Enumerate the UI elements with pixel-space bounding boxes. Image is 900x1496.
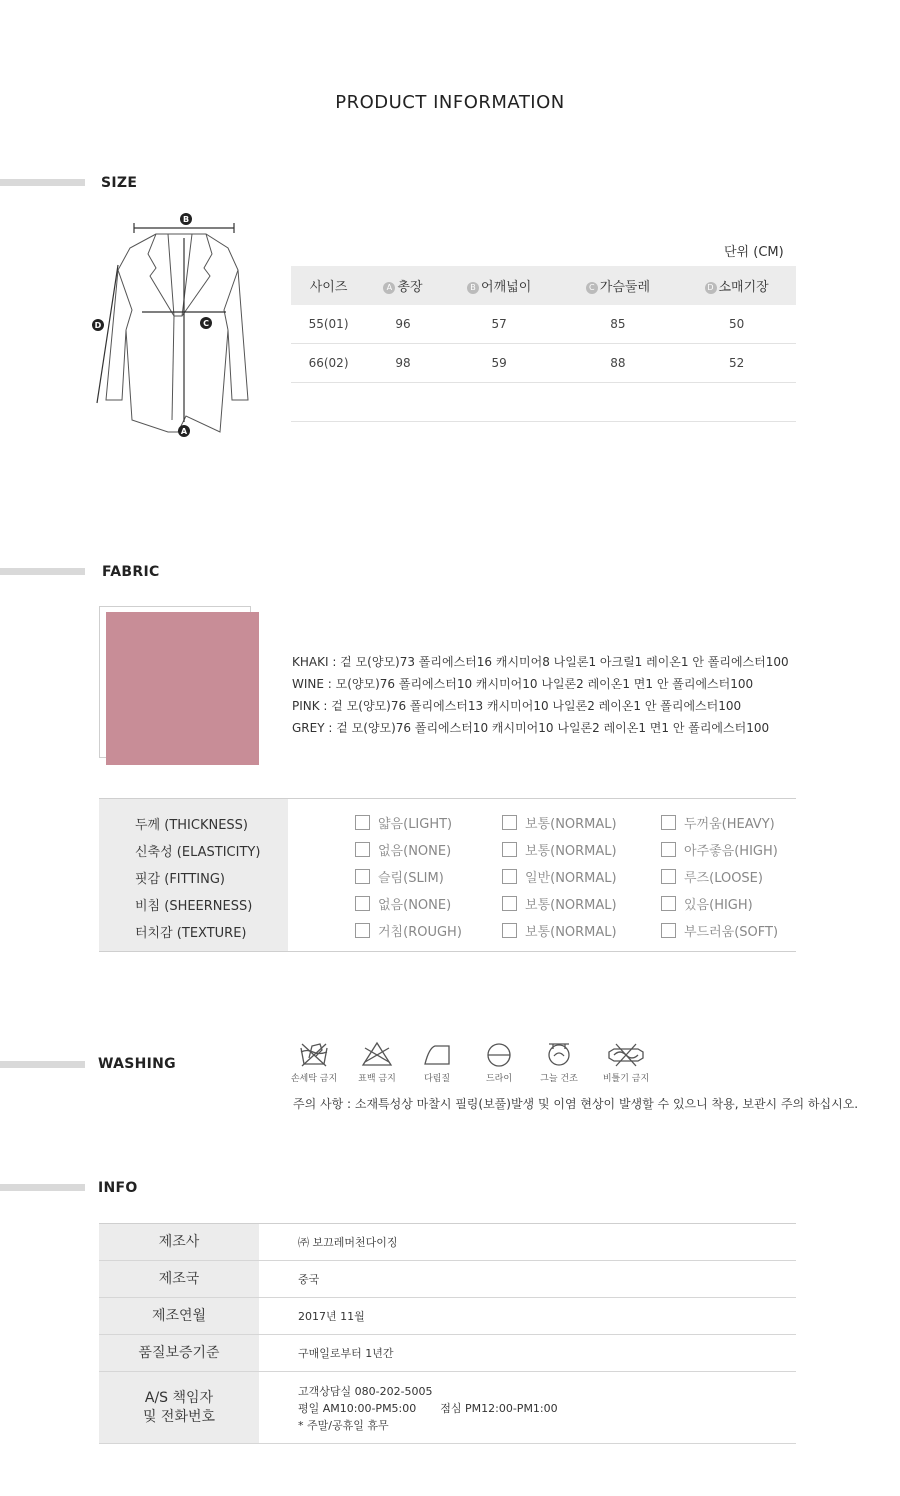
marker-d-label: D [94, 321, 102, 330]
header-sleeve: D 소매기장 [677, 266, 796, 305]
option[interactable]: 없음(NONE) [355, 840, 451, 859]
marker-b-label: B [182, 215, 190, 224]
fabric-swatch [106, 612, 259, 765]
no-wring-icon: 비틀기 금지 [601, 1040, 651, 1084]
checkbox[interactable] [355, 815, 370, 830]
section-divider-bar [0, 179, 85, 186]
checkbox[interactable] [502, 896, 517, 911]
fabric-properties [99, 798, 796, 952]
table-row-empty [291, 383, 796, 422]
property-row-texture: 터치감 (TEXTURE) 거침(ROUGH) 보통(NORMAL) 부드러움(SOFT) [99, 916, 796, 943]
checkbox[interactable] [355, 923, 370, 938]
checkbox[interactable] [661, 869, 676, 884]
option[interactable]: 두꺼움(HEAVY) [661, 813, 775, 832]
checkbox[interactable] [355, 869, 370, 884]
size-table-header [291, 266, 796, 305]
option[interactable]: 있음(HIGH) [661, 894, 753, 913]
marker-a-label: A [180, 427, 188, 436]
checkbox[interactable] [502, 842, 517, 857]
size-unit: 단위 (CM) [724, 245, 784, 260]
marker-b-badge: B [467, 282, 479, 294]
shade-dry-icon: 그늘 건조 [534, 1040, 584, 1084]
marker-d-badge: D [705, 282, 717, 294]
as-lunch-hours: 점심 PM12:00-PM1:00 [440, 1402, 558, 1415]
section-title-fabric: FABRIC [102, 564, 160, 580]
info-row-as: A/S 책임자 및 전화번호 고객상담실 080-202-5005 평일 AM10:00-PM5:00 점심 PM12:00-PM1:00 * 주말/공휴일 휴무 [99, 1372, 796, 1444]
page-title: PRODUCT INFORMATION [335, 92, 565, 113]
option[interactable]: 슬림(SLIM) [355, 867, 444, 886]
section-title-washing: WASHING [98, 1056, 176, 1072]
section-divider-bar [0, 1061, 85, 1068]
checkbox[interactable] [661, 896, 676, 911]
header-size: 사이즈 [291, 266, 366, 305]
info-row-date: 제조연월 2017년 11월 [99, 1298, 796, 1335]
fabric-line-grey: GREY : 겉 모(양모)76 폴리에스터10 캐시미어10 나일론2 레이온1 면1 안 폴리에스터100 [292, 721, 770, 735]
no-hand-wash-icon: 손세탁 금지 [289, 1040, 339, 1084]
checkbox[interactable] [355, 896, 370, 911]
section-divider-bar [0, 1184, 85, 1191]
as-weekday-hours: 평일 AM10:00-PM5:00 [298, 1402, 417, 1415]
option[interactable]: 루즈(LOOSE) [661, 867, 763, 886]
checkbox[interactable] [355, 842, 370, 857]
marker-c-badge: C [586, 282, 598, 294]
fabric-line-wine: WINE : 모(양모)76 폴리에스터10 캐시미어10 나일론2 레이온1 면1 안 폴리에스터100 [292, 677, 754, 691]
as-holiday-note: * 주말/공휴일 휴무 [298, 1419, 389, 1432]
fabric-line-pink: PINK : 겉 모(양모)76 폴리에스터13 캐시미어10 나일론2 레이온1 안 폴리에스터100 [292, 699, 742, 713]
fabric-line-khaki: KHAKI : 겉 모(양모)73 폴리에스터16 캐시미어8 나일론1 아크릴1 레이온1 안 폴리에스터100 [292, 655, 789, 669]
washing-caution-note: 주의 사항 : 소재특성상 마찰시 필링(보풀)발생 및 이염 현상이 발생할 수 있으니 착용, 보관시 주의 하십시오. [293, 1097, 859, 1111]
table-row: 66(02) 98 59 88 52 [291, 344, 796, 383]
section-title-info: INFO [98, 1180, 138, 1196]
checkbox[interactable] [661, 923, 676, 938]
checkbox[interactable] [502, 869, 517, 884]
info-row-country: 제조국 중국 [99, 1261, 796, 1298]
header-chest: C 가슴둘레 [559, 266, 678, 305]
checkbox[interactable] [502, 923, 517, 938]
iron-icon: 다림질 [412, 1040, 462, 1084]
checkbox[interactable] [661, 842, 676, 857]
info-row-manufacturer: 제조사 ㈜ 보끄레머천다이징 [99, 1224, 796, 1261]
option[interactable]: 보통(NORMAL) [502, 894, 617, 913]
no-bleach-icon: 표백 금지 [352, 1040, 402, 1084]
header-shoulder: B 어깨넓이 [440, 266, 559, 305]
property-row-sheerness: 비침 (SHEERNESS) 없음(NONE) 보통(NORMAL) 있음(HIGH) [99, 889, 796, 916]
option[interactable]: 보통(NORMAL) [502, 840, 617, 859]
table-row: 55(01) 96 57 85 50 [291, 305, 796, 344]
section-title-size: SIZE [101, 175, 138, 191]
coat-diagram [88, 210, 268, 440]
info-row-warranty: 품질보증기준 구매일로부터 1년간 [99, 1335, 796, 1372]
option[interactable]: 없음(NONE) [355, 894, 451, 913]
option[interactable]: 일반(NORMAL) [502, 867, 617, 886]
as-phone: 고객상담실 080-202-5005 [298, 1385, 433, 1398]
option[interactable]: 부드러움(SOFT) [661, 921, 778, 940]
option[interactable]: 얇음(LIGHT) [355, 813, 452, 832]
header-length: A 총장 [366, 266, 440, 305]
option[interactable]: 보통(NORMAL) [502, 813, 617, 832]
checkbox[interactable] [661, 815, 676, 830]
size-table [291, 266, 796, 422]
option[interactable]: 아주좋음(HIGH) [661, 840, 778, 859]
dry-clean-icon: 드라이 [474, 1040, 524, 1084]
option[interactable]: 거침(ROUGH) [355, 921, 462, 940]
fabric-composition [292, 651, 789, 739]
marker-c-label: C [203, 319, 209, 328]
property-row-fitting: 핏감 (FITTING) 슬림(SLIM) 일반(NORMAL) 루즈(LOOSE) [99, 862, 796, 889]
property-row-elasticity: 신축성 (ELASTICITY) 없음(NONE) 보통(NORMAL) 아주좋음(HIGH) [99, 835, 796, 862]
marker-a-badge: A [383, 282, 395, 294]
option[interactable]: 보통(NORMAL) [502, 921, 617, 940]
info-table [99, 1223, 796, 1444]
section-divider-bar [0, 568, 85, 575]
checkbox[interactable] [502, 815, 517, 830]
property-row-thickness: 두께 (THICKNESS) 얇음(LIGHT) 보통(NORMAL) 두꺼움(HEAVY) [99, 808, 796, 835]
